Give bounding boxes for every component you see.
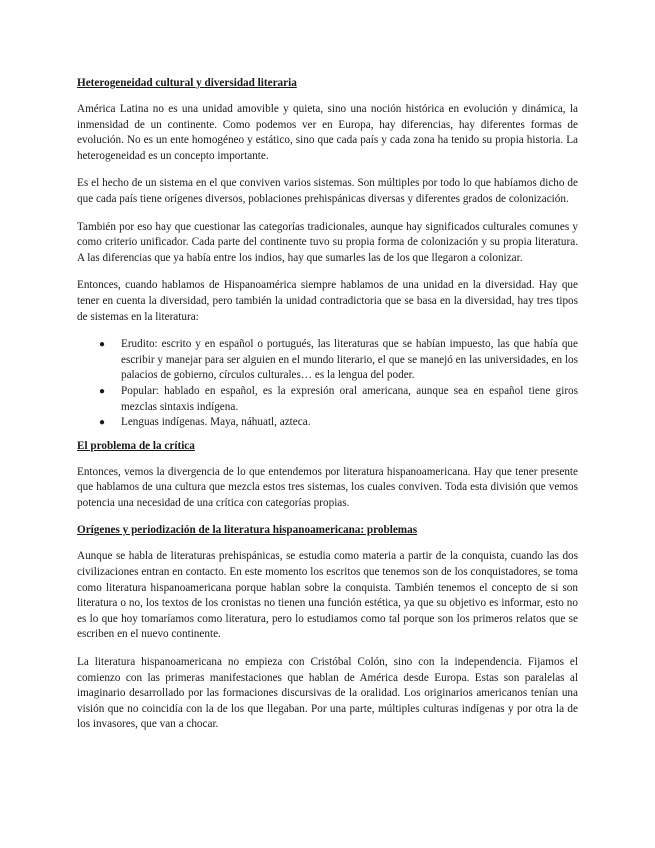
paragraph: Es el hecho de un sistema en el que conviven varios sistemas. Son múltiples por todo lo que habíamos dicho de que cada país tiene orígenes diversos, poblaciones prehispánicas diversas y diferentes grados de colonización. [77,177,578,205]
paragraph: La literatura hispanoamericana no empieza con Cristóbal Colón, sino con la independencia. Fijamos el comienzo con las primeras manifestaciones que hablan de América desde Europa. Estas son paralelas al imaginario desarrollado por las formaciones discursivas de la oralidad. Los originarios americanos tenían una visión que no coincidía con la de los que llegaban. Por una parte, múltiples culturas indígenas y por otra la de los invasores, que van a chocar. [77,656,578,731]
section-heading-heterogeneidad: Heterogeneidad cultural y diversidad literaria [77,77,297,89]
list-item [99,415,578,431]
bullet-icon: ● [99,417,106,429]
list-item-text: Erudito: escrito y en español o portugués, las literaturas que se habían impuesto, las que había que escribir y manejar para ser alguien en el mundo literario, el que se manejó en las universidades, en los palacios de gobierno, círculos culturales… es la lengua del poder. [121,338,578,382]
section-heading-origenes: Orígenes y periodización de la literatura hispanoamericana: problemas [77,524,418,537]
paragraph: América Latina no es una unidad amovible y quieta, sino una noción histórica en evolución y dinámica, la inmensidad de un continente. Como podemos ver en Europa, hay diferencias, hay diferentes formas de evolución. No es un ente homogéneo y estático, sino que cada país y cada zona ha tenido su propia historia. La heterogeneidad es un concepto importante. [77,103,578,162]
section-heading-critica: El problema de la crítica [77,439,195,452]
list-item-text: Lenguas indígenas. Maya, náhuatl, azteca. [121,416,311,429]
paragraph: También por eso hay que cuestionar las categorías tradicionales, aunque hay significados culturales comunes y como criterio unificador. Cada parte del continente tuvo su propia forma de colonización y su propia literatura. A las diferencias que ya había entre los indios, hay que sumarles las de los que llegaron a colonizar. [77,220,578,264]
literary-systems-list [77,337,578,431]
paragraph: Entonces, cuando hablamos de Hispanoamérica siempre hablamos de una unidad en la diversidad. Hay que tener en cuenta la diversidad, pero también la unidad contradictoria que se basa en la diversidad, hay tres tipos de sistemas en la literatura: [77,279,578,323]
bullet-icon: ● [99,385,106,397]
bullet-icon: ● [99,339,106,351]
list-item-text: Popular: hablado en español, es la expresión oral americana, aunque sea en español tiene giros mezclas sintaxis indígena. [121,384,578,413]
list-item [99,384,578,415]
list-item [99,337,578,384]
paragraph: Entonces, vemos la divergencia de lo que entendemos por literatura hispanoamericana. Hay que tener presente que hablamos de una cultura que mezcla estos tres sistemas, los cuales conviven. Toda esta división que vemos potencia una necesidad de una crítica con categorías propias. [77,465,578,509]
paragraph: Aunque se habla de literaturas prehispánicas, se estudia como materia a partir de la conquista, cuando las dos civilizaciones entran en contacto. En este momento los escritos que tenemos son de los conquistadores, se toma como literatura hispanoamericana porque hablan sobre la conquista. También tenemos el concepto de si son literatura o no, los textos de los cronistas no tienen una función estética, ya que su objetivo es informar, esto no es lo que hoy tomaríamos como literatura, pero lo estudiamos como tal porque son los primeros relatos que se escriben en el nuevo continente. [77,550,578,641]
